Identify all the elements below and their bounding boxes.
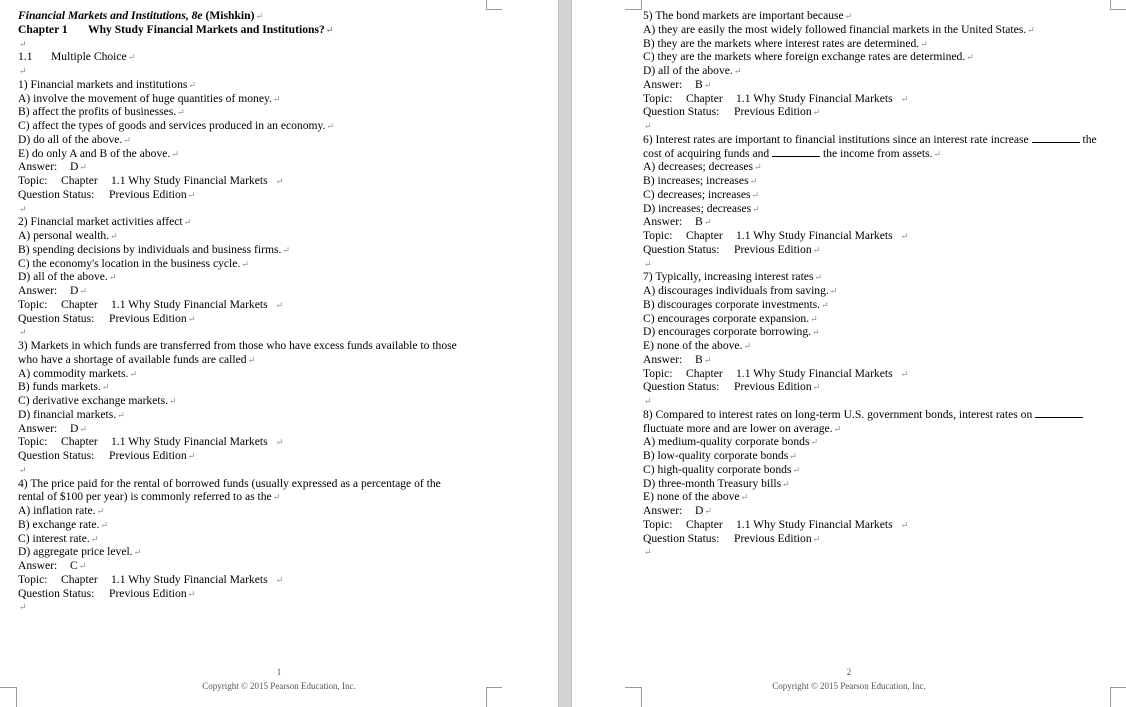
paragraph-mark-icon: ↵ [275, 299, 284, 310]
answer-option [18, 545, 538, 559]
status-label: Question Status: [643, 105, 720, 119]
question-stem [643, 270, 1113, 284]
paragraph-mark-icon: ↵ [900, 231, 909, 241]
chapter-heading [18, 23, 538, 37]
answer-line [18, 284, 538, 298]
q1-stem: 1) Financial markets and institutions [18, 77, 188, 91]
answer-label: Answer: [18, 160, 58, 174]
answer-option [643, 312, 1113, 326]
answer-option [643, 298, 1113, 312]
answer-option [643, 37, 1113, 51]
paragraph-mark-icon: ↵ [19, 203, 27, 214]
paragraph-mark-icon: ↵ [19, 327, 27, 338]
paragraph-mark-icon: ↵ [187, 313, 196, 324]
topic-chapter: Chapter [61, 297, 98, 311]
status-value: Previous Edition [734, 242, 812, 256]
topic-label: Topic: [643, 517, 673, 531]
paragraph-mark-icon: ↵ [751, 189, 760, 200]
q1-option-c: C) affect the types of goods and services produced in an economy. [18, 119, 326, 132]
answer-line [643, 215, 1113, 229]
topic-line [18, 435, 538, 449]
answer-option [18, 394, 538, 408]
paragraph-mark-icon: ↵ [247, 354, 256, 365]
q6-option-c: C) decreases; increases [643, 187, 751, 201]
q2-stem: 2) Financial market activities affect [18, 215, 183, 229]
section-number: 1.1 [18, 50, 33, 64]
q5-option-c: C) they are the markets where foreign exchange rates are determined. [643, 50, 966, 64]
paragraph-mark-icon: ↵ [272, 492, 281, 503]
q4-answer: C [70, 559, 78, 572]
answer-option [643, 325, 1113, 339]
empty-paragraph [18, 64, 538, 78]
paragraph-mark-icon: ↵ [966, 52, 974, 63]
answer-option [18, 367, 538, 381]
paragraph-mark-icon: ↵ [255, 11, 264, 21]
fill-in-blank [772, 147, 820, 157]
status-value: Previous Edition [734, 531, 812, 545]
paragraph-mark-icon: ↵ [183, 217, 192, 228]
status-line [18, 188, 538, 202]
book-title: Financial Markets and Institutions, 8e [18, 9, 203, 22]
paragraph-mark-icon: ↵ [79, 286, 87, 296]
paragraph-mark-icon: ↵ [275, 574, 284, 585]
q8-option-e: E) none of the above [643, 490, 740, 504]
question-stem [643, 408, 1113, 422]
status-line [643, 105, 1113, 119]
paragraph-mark-icon: ↵ [644, 121, 652, 131]
paragraph-mark-icon: ↵ [101, 382, 110, 393]
answer-option [643, 449, 1113, 463]
topic-label: Topic: [643, 91, 673, 105]
q2-option-c: C) the economy's location in the business cycle. [18, 256, 241, 270]
q4-option-a: A) inflation rate. [18, 504, 96, 517]
paragraph-mark-icon: ↵ [110, 231, 118, 241]
paragraph-mark-icon: ↵ [90, 533, 99, 544]
paragraph-mark-icon: ↵ [754, 162, 762, 173]
q5-option-d: D) all of the above. [643, 64, 733, 77]
paragraph-mark-icon: ↵ [900, 93, 909, 104]
topic-chapter: Chapter [686, 229, 723, 242]
paragraph-mark-icon: ↵ [241, 258, 249, 269]
topic-chapter: Chapter [686, 91, 723, 105]
answer-option [643, 174, 1113, 188]
paragraph-mark-icon: ↵ [187, 451, 196, 461]
q8-stem-line-2: fluctuate more and are lower on average. [643, 421, 833, 435]
paragraph-mark-icon: ↵ [644, 258, 652, 269]
paragraph-mark-icon: ↵ [810, 437, 819, 448]
empty-paragraph [643, 545, 1113, 559]
answer-option [643, 477, 1113, 491]
paragraph-mark-icon: ↵ [782, 478, 790, 489]
paragraph-mark-icon: ↵ [789, 451, 797, 461]
topic-chapter: Chapter [686, 366, 723, 380]
topic-line [18, 174, 538, 188]
paragraph-mark-icon: ↵ [752, 203, 760, 214]
topic-label: Topic: [643, 229, 673, 242]
paragraph-mark-icon: ↵ [810, 313, 818, 324]
paragraph-mark-icon: ↵ [133, 547, 142, 558]
page-number: 2 [846, 667, 852, 677]
answer-option [643, 463, 1113, 477]
q6-answer: B [695, 215, 703, 229]
q8-option-c: C) high-quality corporate bonds [643, 462, 792, 476]
answer-label: Answer: [18, 559, 58, 572]
status-value: Previous Edition [109, 311, 187, 325]
paragraph-mark-icon: ↵ [19, 464, 27, 475]
status-label: Question Status: [18, 449, 95, 462]
paragraph-mark-icon: ↵ [79, 423, 87, 434]
q1-option-b: B) affect the profits of businesses. [18, 105, 177, 119]
fill-in-blank [1035, 408, 1083, 418]
status-label: Question Status: [643, 380, 720, 394]
question-stem [18, 78, 538, 92]
topic-chapter: Chapter [686, 517, 723, 531]
answer-option [643, 50, 1113, 64]
status-line [643, 380, 1113, 394]
q7-option-b: B) discourages corporate investments. [643, 297, 821, 311]
q7-stem: 7) Typically, increasing interest rates [643, 270, 814, 284]
answer-label: Answer: [18, 284, 58, 297]
q2-option-b: B) spending decisions by individuals and business firms. [18, 242, 282, 256]
status-line [18, 587, 538, 601]
topic-label: Topic: [18, 435, 48, 449]
question-stem [18, 339, 538, 353]
section-title: Multiple Choice [51, 50, 127, 64]
q1-answer: D [70, 160, 79, 174]
answer-line [18, 422, 538, 436]
empty-paragraph [18, 202, 538, 216]
q6-stem-part-1: 6) Interest rates are important to financial institutions since an interest rate increase [643, 132, 1029, 146]
q7-option-e: E) none of the above. [643, 339, 743, 352]
paragraph-mark-icon: ↵ [169, 396, 177, 406]
paragraph-mark-icon: ↵ [821, 299, 829, 310]
paragraph-mark-icon: ↵ [79, 162, 87, 173]
status-value: Previous Edition [734, 380, 812, 394]
q3-option-c: C) derivative exchange markets. [18, 394, 169, 407]
question-stem [18, 353, 538, 367]
page-2-body [643, 9, 1113, 559]
topic-chapter: Chapter [61, 174, 98, 187]
topic-value: 1.1 Why Study Financial Markets [111, 297, 268, 311]
q2-option-a: A) personal wealth. [18, 229, 110, 242]
status-line [643, 243, 1113, 257]
q7-answer: B [695, 352, 703, 366]
status-value: Previous Edition [109, 187, 187, 201]
answer-option [18, 408, 538, 422]
q3-stem-line-1: 3) Markets in which funds are transferred from those who have excess funds available to those [18, 339, 457, 352]
topic-value: 1.1 Why Study Financial Markets [736, 517, 893, 531]
paragraph-mark-icon: ↵ [704, 506, 712, 516]
status-label: Question Status: [643, 242, 720, 256]
q1-option-e: E) do only A and B of the above. [18, 146, 171, 160]
q2-option-d: D) all of the above. [18, 270, 108, 284]
topic-line [643, 229, 1113, 243]
q6-stem-part-3: cost of acquiring funds and [643, 146, 770, 160]
q8-answer: D [695, 504, 704, 517]
q4-option-d: D) aggregate price level. [18, 545, 133, 559]
document-page-2 [572, 0, 1126, 707]
crop-mark-icon [625, 0, 642, 10]
status-label: Question Status: [18, 586, 95, 600]
copyright-notice: Copyright © 2015 Pearson Education, Inc. [772, 681, 926, 691]
empty-paragraph [643, 257, 1113, 271]
paragraph-mark-icon: ↵ [129, 368, 137, 379]
q7-option-c: C) encourages corporate expansion. [643, 311, 810, 325]
q4-stem-line-1: 4) The price paid for the rental of borrowed funds (usually expressed as a percentage of the [18, 476, 441, 490]
answer-option [18, 92, 538, 106]
paragraph-mark-icon: ↵ [743, 341, 752, 351]
paragraph-mark-icon: ↵ [188, 79, 196, 90]
empty-paragraph [18, 600, 538, 614]
book-author: (Mishkin) [202, 9, 255, 22]
paragraph-mark-icon: ↵ [900, 519, 909, 530]
empty-paragraph [18, 37, 538, 51]
answer-label: Answer: [643, 77, 683, 91]
answer-line [643, 353, 1113, 367]
topic-line [18, 573, 538, 587]
question-stem [18, 490, 538, 504]
q3-option-b: B) funds markets. [18, 380, 101, 394]
paragraph-mark-icon: ↵ [644, 396, 652, 406]
document-page-1 [0, 0, 558, 707]
answer-line [643, 78, 1113, 92]
empty-paragraph [643, 119, 1113, 133]
paragraph-mark-icon: ↵ [19, 602, 27, 613]
q5-option-b: B) they are the markets where interest rates are determined. [643, 36, 920, 50]
topic-value: 1.1 Why Study Financial Markets [111, 572, 268, 586]
paragraph-mark-icon: ↵ [829, 286, 838, 296]
status-value: Previous Edition [734, 105, 812, 119]
paragraph-mark-icon: ↵ [812, 327, 820, 338]
topic-chapter: Chapter [61, 435, 98, 449]
question-stem [18, 477, 538, 491]
paragraph-mark-icon: ↵ [100, 519, 108, 530]
q3-stem-line-2: who have a shortage of available funds are called [18, 352, 247, 366]
answer-label: Answer: [643, 504, 683, 517]
page-gutter [558, 0, 572, 707]
answer-option [18, 147, 538, 161]
answer-option [643, 188, 1113, 202]
paragraph-mark-icon: ↵ [108, 272, 117, 283]
paragraph-mark-icon: ↵ [1027, 24, 1035, 35]
page-number: 1 [276, 667, 282, 677]
question-stem [18, 215, 538, 229]
topic-value: 1.1 Why Study Financial Markets [736, 229, 893, 242]
paragraph-mark-icon: ↵ [812, 533, 821, 544]
answer-line [18, 160, 538, 174]
paragraph-mark-icon: ↵ [78, 561, 87, 571]
status-line [18, 449, 538, 463]
paragraph-mark-icon: ↵ [19, 38, 27, 49]
q7-option-a: A) discourages individuals from saving. [643, 284, 829, 297]
answer-label: Answer: [643, 215, 683, 229]
copyright-notice: Copyright © 2015 Pearson Education, Inc. [202, 681, 356, 691]
document-title [18, 9, 538, 23]
topic-line [643, 518, 1113, 532]
status-line [643, 532, 1113, 546]
paragraph-mark-icon: ↵ [933, 148, 942, 159]
status-label: Question Status: [18, 187, 95, 201]
q8-stem-line-1: 8) Compared to interest rates on long-term U.S. government bonds, interest rates on [643, 407, 1033, 421]
answer-option [18, 119, 538, 133]
paragraph-mark-icon: ↵ [833, 423, 842, 434]
answer-line [643, 504, 1113, 518]
paragraph-mark-icon: ↵ [177, 107, 185, 118]
status-value: Previous Edition [109, 586, 187, 600]
paragraph-mark-icon: ↵ [814, 272, 823, 283]
paragraph-mark-icon: ↵ [733, 66, 742, 76]
answer-option [643, 490, 1113, 504]
paragraph-mark-icon: ↵ [123, 134, 131, 145]
answer-option [18, 133, 538, 147]
empty-paragraph [643, 394, 1113, 408]
q5-answer: B [695, 77, 703, 91]
topic-line [18, 298, 538, 312]
q6-option-a: A) decreases; decreases [643, 160, 754, 174]
answer-option [643, 160, 1113, 174]
status-label: Question Status: [18, 311, 95, 325]
topic-label: Topic: [18, 297, 48, 311]
section-heading [18, 50, 538, 64]
answer-label: Answer: [643, 352, 683, 366]
paragraph-mark-icon: ↵ [272, 93, 281, 104]
paragraph-mark-icon: ↵ [187, 189, 196, 200]
answer-option [18, 504, 538, 518]
q4-option-b: B) exchange rate. [18, 517, 100, 531]
paragraph-mark-icon: ↵ [703, 79, 712, 90]
paragraph-mark-icon: ↵ [325, 24, 334, 35]
answer-line [18, 559, 538, 573]
answer-option [643, 64, 1113, 78]
paragraph-mark-icon: ↵ [749, 176, 758, 186]
q3-option-d: D) financial markets. [18, 407, 117, 421]
q1-option-d: D) do all of the above. [18, 132, 123, 146]
paragraph-mark-icon: ↵ [644, 547, 652, 558]
page-1-body [18, 9, 538, 614]
topic-label: Topic: [18, 174, 48, 187]
topic-label: Topic: [18, 572, 48, 586]
topic-chapter: Chapter [61, 572, 98, 586]
q7-option-d: D) encourages corporate borrowing. [643, 325, 812, 339]
paragraph-mark-icon: ↵ [19, 66, 27, 76]
q6-stem-part-4: the income from assets. [823, 146, 933, 160]
paragraph-mark-icon: ↵ [900, 368, 909, 379]
empty-paragraph [18, 325, 538, 339]
answer-option [643, 202, 1113, 216]
paragraph-mark-icon: ↵ [812, 107, 821, 118]
q2-answer: D [70, 284, 79, 297]
paragraph-mark-icon: ↵ [920, 38, 928, 49]
status-value: Previous Edition [109, 449, 187, 462]
paragraph-mark-icon: ↵ [96, 506, 105, 516]
q1-option-a: A) involve the movement of huge quantities of money. [18, 91, 272, 105]
topic-line [643, 92, 1113, 106]
paragraph-mark-icon: ↵ [187, 588, 196, 599]
page-footer [0, 667, 558, 691]
paragraph-mark-icon: ↵ [703, 354, 712, 365]
topic-value: 1.1 Why Study Financial Markets [111, 435, 268, 449]
answer-option [18, 380, 538, 394]
paragraph-mark-icon: ↵ [740, 492, 749, 503]
q5-option-a: A) they are easily the most widely followed financial markets in the United States. [643, 22, 1027, 36]
paragraph-mark-icon: ↵ [703, 217, 712, 228]
chapter-label: Chapter 1 [18, 22, 68, 36]
q8-option-a: A) medium-quality corporate bonds [643, 435, 810, 449]
q3-option-a: A) commodity markets. [18, 366, 129, 380]
answer-option [18, 243, 538, 257]
q4-option-c: C) interest rate. [18, 531, 90, 545]
q6-option-d: D) increases; decreases [643, 201, 752, 215]
answer-option [643, 435, 1113, 449]
q5-stem: 5) The bond markets are important because [643, 9, 844, 22]
paragraph-mark-icon: ↵ [127, 52, 136, 63]
answer-option [18, 518, 538, 532]
answer-option [643, 339, 1113, 353]
answer-option [643, 284, 1113, 298]
paragraph-mark-icon: ↵ [812, 244, 821, 255]
topic-value: 1.1 Why Study Financial Markets [111, 174, 268, 187]
topic-value: 1.1 Why Study Financial Markets [736, 366, 893, 380]
q8-option-d: D) three-month Treasury bills [643, 476, 782, 490]
question-stem [643, 133, 1113, 147]
answer-label: Answer: [18, 421, 58, 435]
answer-option [643, 23, 1113, 37]
q8-option-b: B) low-quality corporate bonds [643, 449, 789, 462]
paragraph-mark-icon: ↵ [812, 382, 821, 393]
question-stem [643, 147, 1113, 161]
answer-option [18, 105, 538, 119]
page-footer [572, 667, 1126, 691]
paragraph-mark-icon: ↵ [171, 148, 179, 159]
paragraph-mark-icon: ↵ [844, 11, 853, 21]
answer-option [18, 229, 538, 243]
fill-in-blank [1032, 133, 1080, 143]
status-line [18, 312, 538, 326]
paragraph-mark-icon: ↵ [282, 244, 290, 255]
status-label: Question Status: [643, 531, 720, 545]
topic-label: Topic: [643, 366, 673, 380]
question-stem [643, 422, 1113, 436]
q3-answer: D [70, 421, 79, 435]
empty-paragraph [18, 463, 538, 477]
paragraph-mark-icon: ↵ [326, 121, 335, 131]
chapter-title: Why Study Financial Markets and Institutions? [88, 22, 325, 36]
question-stem [643, 9, 1113, 23]
answer-option [18, 270, 538, 284]
answer-option [18, 532, 538, 546]
topic-line [643, 367, 1113, 381]
q6-option-b: B) increases; increases [643, 174, 749, 187]
q6-stem-part-2: the [1082, 132, 1097, 146]
q4-stem-line-2: rental of $100 per year) is commonly referred to as the [18, 490, 272, 504]
paragraph-mark-icon: ↵ [275, 176, 284, 186]
paragraph-mark-icon: ↵ [792, 464, 800, 475]
topic-value: 1.1 Why Study Financial Markets [736, 91, 893, 105]
paragraph-mark-icon: ↵ [275, 437, 284, 448]
answer-option [18, 257, 538, 271]
paragraph-mark-icon: ↵ [117, 409, 125, 420]
